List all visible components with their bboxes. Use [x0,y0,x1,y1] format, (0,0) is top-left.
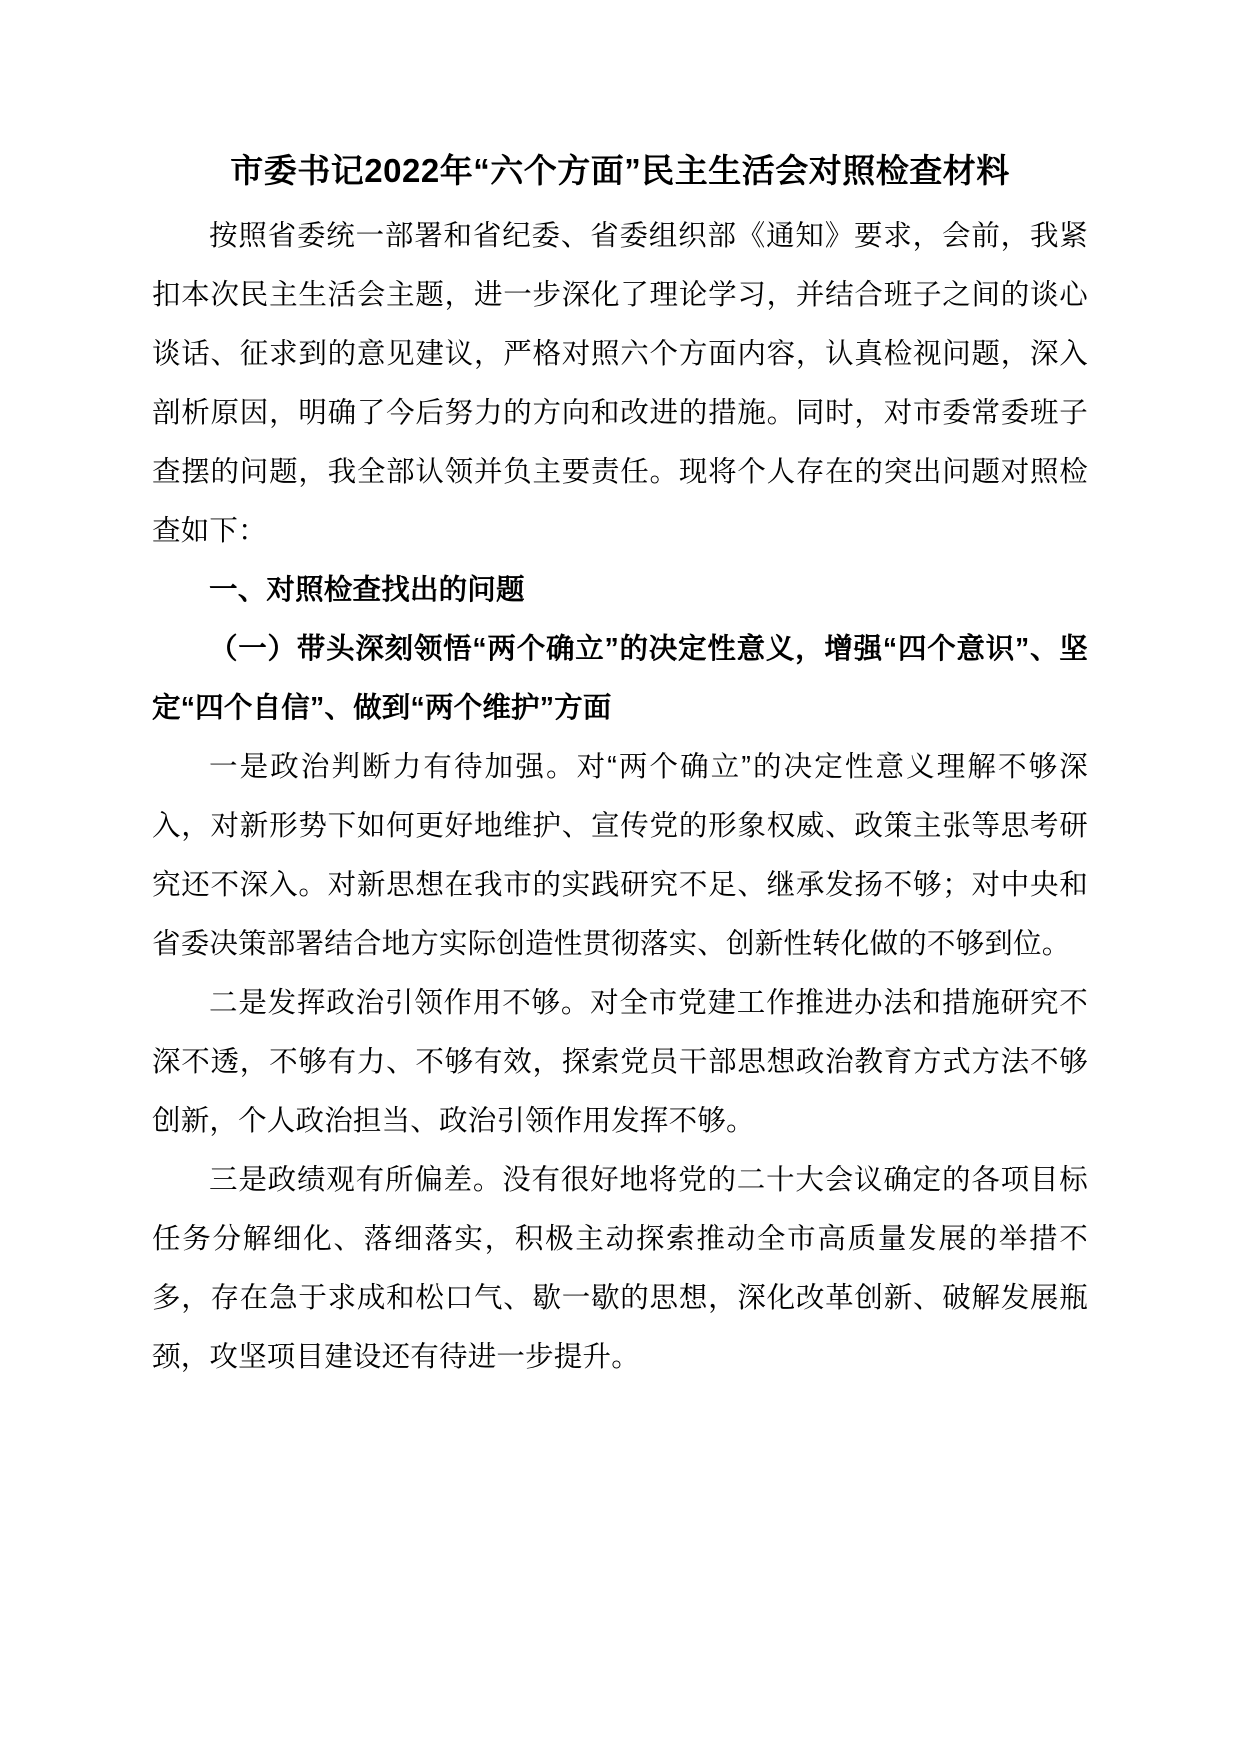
issue-paragraph-three: 三是政绩观有所偏差。没有很好地将党的二十大会议确定的各项目标任务分解细化、落细落实，积极主动探索推动全市高质量发展的举措不多，存在急于求成和松口气、歇一歇的思想，深化改革创新、破解发展瓶颈，攻坚项目建设还有待进一步提升。 [152,1163,1088,1373]
intro-paragraph: 按照省委统一部署和省纪委、省委组织部《通知》要求，会前，我紧扣本次民主生活会主题，进一步深化了理论学习，并结合班子之间的谈心谈话、征求到的意见建议，严格对照六个方面内容，认真检视问题，深入剖析原因，明确了今后努力的方向和改进的措施。同时，对市委常委班子查摆的问题，我全部认领并负主要责任。现将个人存在的突出问题对照检查如下： [152,219,1088,547]
document-title: 市委书记2022年“六个方面”民主生活会对照检查材料 [230,152,1010,189]
issue-paragraph-one: 一是政治判断力有待加强。对“两个确立”的决定性意义理解不够深入，对新形势下如何更好地维护、宣传党的形象权威、政策主张等思考研究还不深入。对新思想在我市的实践研究不足、继承发扬不够；对中央和省委决策部署结合地方实际创造性贯彻落实、创新性转化做的不够到位。 [152,750,1088,960]
subsection-heading-one: （一）带头深刻领悟“两个确立”的决定性意义，增强“四个意识”、坚定“四个自信”、做到“两个维护”方面 [152,632,1088,724]
issue-paragraph-two: 二是发挥政治引领作用不够。对全市党建工作推进办法和措施研究不深不透，不够有力、不够有效，探索党员干部思想政治教育方式方法不够创新，个人政治担当、政治引领作用发挥不够。 [152,986,1088,1137]
section-heading-one: 一、对照检查找出的问题 [209,573,525,606]
